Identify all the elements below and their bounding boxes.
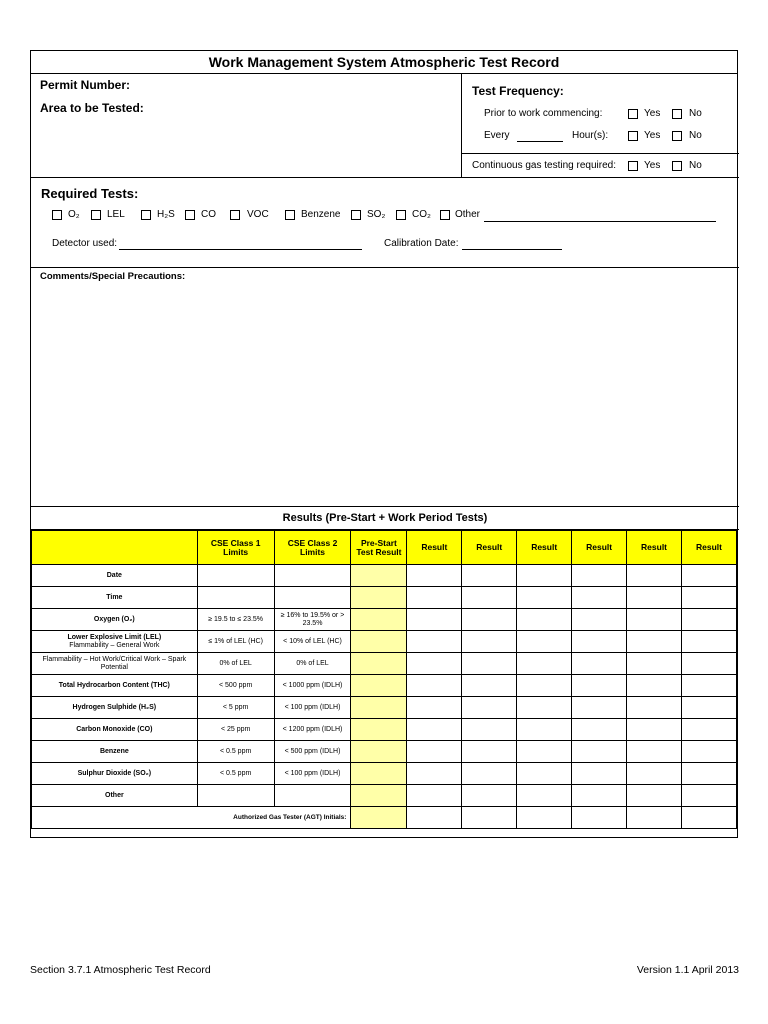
continuous-label: Continuous gas testing required: [472, 160, 616, 171]
result-cell[interactable] [517, 741, 572, 763]
parameter-label [32, 719, 198, 741]
agt-initials-cell[interactable] [627, 807, 682, 829]
test-co-checkbox[interactable] [185, 210, 195, 220]
result-cell[interactable] [517, 565, 572, 587]
result-cell[interactable] [627, 631, 682, 653]
parameter-name: Time [106, 593, 123, 601]
result-cell[interactable] [517, 587, 572, 609]
header-cse-class-2: CSE Class 2 Limits [274, 531, 351, 565]
parameter-label [32, 741, 198, 763]
result-cell[interactable] [627, 785, 682, 807]
cse-class-2-limit: 0% of LEL [274, 653, 351, 675]
result-row [32, 697, 737, 719]
result-cell[interactable] [681, 719, 736, 741]
result-cell[interactable] [572, 653, 627, 675]
result-cell[interactable] [462, 785, 517, 807]
prior-no-checkbox[interactable] [672, 109, 682, 119]
cse-class-1-limit [197, 565, 274, 587]
cse-class-1-limit: < 500 ppm [197, 675, 274, 697]
result-cell[interactable] [572, 565, 627, 587]
every-yes-label: Yes [644, 130, 661, 141]
every-yes-checkbox[interactable] [628, 131, 638, 141]
footer-version-label: Version 1.1 April 2013 [636, 964, 739, 976]
result-cell[interactable] [572, 631, 627, 653]
continuous-yes-label: Yes [644, 160, 661, 171]
result-cell[interactable] [517, 785, 572, 807]
test-co2-label: CO₂ [412, 209, 431, 220]
result-cell[interactable] [462, 609, 517, 631]
prior-no-label: No [689, 108, 702, 119]
result-cell[interactable] [681, 697, 736, 719]
result-cell[interactable] [517, 631, 572, 653]
result-cell[interactable] [681, 785, 736, 807]
hours-label: Hour(s): [572, 130, 609, 141]
parameter-label [32, 785, 198, 807]
permit-number-label: Permit Number: [40, 78, 131, 92]
cse-class-2-limit [274, 565, 351, 587]
required-tests-heading: Required Tests: [41, 186, 139, 201]
comments-label: Comments/Special Precautions: [40, 271, 186, 282]
result-cell[interactable] [627, 675, 682, 697]
parameter-label [32, 609, 198, 631]
result-cell[interactable] [627, 653, 682, 675]
calibration-date-label: Calibration Date: [384, 238, 459, 249]
every-hours-field[interactable] [517, 141, 563, 142]
prestart-result-cell[interactable] [351, 653, 407, 675]
cse-class-2-limit: < 1200 ppm (IDLH) [274, 719, 351, 741]
result-cell[interactable] [681, 675, 736, 697]
prior-yes-label: Yes [644, 108, 661, 119]
test-voc-label: VOC [247, 209, 269, 220]
cse-class-1-limit: < 0.5 ppm [197, 763, 274, 785]
result-cell[interactable] [572, 763, 627, 785]
test-frequency-heading: Test Frequency: [472, 84, 564, 98]
footer-section-label: Section 3.7.1 Atmospheric Test Record [30, 964, 211, 976]
agt-initials-cell[interactable] [462, 807, 517, 829]
test-benzene-label: Benzene [301, 209, 341, 220]
atmospheric-test-form [30, 50, 738, 838]
parameter-name: Date [106, 571, 122, 579]
agt-initials-label: Authorized Gas Tester (AGT) Initials: [32, 807, 351, 829]
header-cse-class-1: CSE Class 1 Limits [197, 531, 274, 565]
agt-initials-cell[interactable] [681, 807, 736, 829]
header-pre-start: Pre-Start Test Result [351, 531, 407, 565]
every-no-label: No [689, 130, 702, 141]
result-cell[interactable] [627, 741, 682, 763]
result-row [32, 741, 737, 763]
results-header-row [32, 531, 737, 565]
result-cell[interactable] [407, 565, 462, 587]
test-benzene-checkbox[interactable] [285, 210, 295, 220]
every-no-checkbox[interactable] [672, 131, 682, 141]
cse-class-2-limit [274, 785, 351, 807]
result-cell[interactable] [681, 587, 736, 609]
test-o2-checkbox[interactable] [52, 210, 62, 220]
test-so2-label: SO₂ [367, 209, 386, 220]
detector-used-label: Detector used: [52, 238, 118, 249]
header-result: Result [517, 531, 572, 565]
cse-class-2-limit: < 1000 ppm (IDLH) [274, 675, 351, 697]
continuous-yes-checkbox[interactable] [628, 161, 638, 171]
parameter-label [32, 587, 198, 609]
header-result: Result [627, 531, 682, 565]
result-row [32, 609, 737, 631]
result-cell[interactable] [627, 609, 682, 631]
other-test-field[interactable] [484, 221, 716, 222]
prestart-result-cell[interactable] [351, 587, 407, 609]
parameter-name: Total Hydrocarbon Content (THC) [58, 681, 170, 689]
result-cell[interactable] [572, 697, 627, 719]
result-cell[interactable] [681, 741, 736, 763]
result-cell[interactable] [627, 697, 682, 719]
parameter-name: Sulphur Dioxide (SO₂) [77, 769, 152, 777]
result-cell[interactable] [681, 609, 736, 631]
result-cell[interactable] [407, 719, 462, 741]
result-cell[interactable] [407, 675, 462, 697]
parameter-label [32, 653, 198, 675]
parameter-name: Hydrogen Sulphide (H₂S) [72, 703, 157, 711]
required-tests-section [31, 178, 739, 268]
result-cell[interactable] [407, 741, 462, 763]
result-cell[interactable] [517, 719, 572, 741]
test-h2s-label: H₂S [157, 209, 175, 220]
continuous-no-label: No [689, 160, 702, 171]
result-cell[interactable] [572, 719, 627, 741]
result-cell[interactable] [462, 741, 517, 763]
detector-used-field[interactable] [119, 249, 362, 250]
result-cell[interactable] [681, 763, 736, 785]
cse-class-1-limit: ≥ 19.5 to ≤ 23.5% [197, 609, 274, 631]
result-cell[interactable] [407, 785, 462, 807]
parameter-label [32, 631, 198, 653]
test-o2-label: O₂ [68, 209, 80, 220]
form-title: Work Management System Atmospheric Test Record [31, 51, 737, 74]
parameter-name: Carbon Monoxide (CO) [76, 725, 153, 733]
agt-initials-cell[interactable] [517, 807, 572, 829]
prestart-result-cell[interactable] [351, 763, 407, 785]
result-cell[interactable] [517, 609, 572, 631]
result-cell[interactable] [462, 719, 517, 741]
agt-initials-prestart-cell[interactable] [351, 807, 407, 829]
comments-section[interactable] [31, 268, 739, 507]
results-title: Results (Pre-Start + Work Period Tests) [31, 507, 739, 530]
result-cell[interactable] [517, 763, 572, 785]
result-cell[interactable] [681, 631, 736, 653]
result-cell[interactable] [462, 697, 517, 719]
cse-class-2-limit: < 100 ppm (IDLH) [274, 697, 351, 719]
result-cell[interactable] [572, 587, 627, 609]
test-lel-label: LEL [107, 209, 125, 220]
result-cell[interactable] [462, 631, 517, 653]
test-co2-checkbox[interactable] [396, 210, 406, 220]
prestart-result-cell[interactable] [351, 741, 407, 763]
agt-initials-row [32, 807, 737, 829]
result-row [32, 631, 737, 653]
parameter-label [32, 565, 198, 587]
result-cell[interactable] [407, 631, 462, 653]
prestart-result-cell[interactable] [351, 697, 407, 719]
result-cell[interactable] [462, 587, 517, 609]
result-cell[interactable] [627, 587, 682, 609]
header-result: Result [681, 531, 736, 565]
prestart-result-cell[interactable] [351, 785, 407, 807]
result-cell[interactable] [572, 675, 627, 697]
test-other-checkbox[interactable] [440, 210, 450, 220]
cse-class-1-limit: ≤ 1% of LEL (HC) [197, 631, 274, 653]
cse-class-1-limit: < 0.5 ppm [197, 741, 274, 763]
cse-class-2-limit: ≥ 16% to 19.5% or > 23.5% [274, 609, 351, 631]
result-row [32, 653, 737, 675]
cse-class-1-limit [197, 587, 274, 609]
result-cell[interactable] [681, 565, 736, 587]
test-voc-checkbox[interactable] [230, 210, 240, 220]
header-result: Result [572, 531, 627, 565]
test-h2s-checkbox[interactable] [141, 210, 151, 220]
test-frequency-section [462, 73, 739, 154]
parameter-name: Benzene [99, 747, 129, 755]
cse-class-1-limit: < 5 ppm [197, 697, 274, 719]
continuous-testing-section [462, 154, 739, 178]
prestart-result-cell[interactable] [351, 609, 407, 631]
cse-class-1-limit: < 25 ppm [197, 719, 274, 741]
parameter-subtext: Flammability – General Work [69, 641, 160, 649]
result-cell[interactable] [572, 741, 627, 763]
result-cell[interactable] [517, 653, 572, 675]
result-row [32, 719, 737, 741]
parameter-name: Oxygen (O₂) [93, 615, 135, 623]
cse-class-2-limit: < 10% of LEL (HC) [274, 631, 351, 653]
result-cell[interactable] [407, 763, 462, 785]
test-other-label: Other [455, 209, 481, 220]
calibration-date-field[interactable] [462, 249, 562, 250]
result-cell[interactable] [462, 565, 517, 587]
cse-class-1-limit [197, 785, 274, 807]
prestart-result-cell[interactable] [351, 719, 407, 741]
result-cell[interactable] [407, 653, 462, 675]
result-row [32, 763, 737, 785]
result-row [32, 587, 737, 609]
prestart-result-cell[interactable] [351, 631, 407, 653]
cse-class-1-limit: 0% of LEL [197, 653, 274, 675]
result-cell[interactable] [627, 763, 682, 785]
continuous-no-checkbox[interactable] [672, 161, 682, 171]
agt-initials-cell[interactable] [407, 807, 462, 829]
result-cell[interactable] [572, 785, 627, 807]
parameter-label [32, 763, 198, 785]
test-lel-checkbox[interactable] [91, 210, 101, 220]
prestart-result-cell[interactable] [351, 675, 407, 697]
parameter-label [32, 697, 198, 719]
result-cell[interactable] [407, 697, 462, 719]
result-cell[interactable] [627, 719, 682, 741]
permit-section [31, 73, 462, 178]
test-so2-checkbox[interactable] [351, 210, 361, 220]
parameter-label [32, 675, 198, 697]
result-cell[interactable] [462, 763, 517, 785]
header-result: Result [462, 531, 517, 565]
result-row [32, 785, 737, 807]
header-result: Result [407, 531, 462, 565]
result-cell[interactable] [572, 609, 627, 631]
cse-class-2-limit: < 100 ppm (IDLH) [274, 763, 351, 785]
result-cell[interactable] [517, 675, 572, 697]
prior-to-work-label: Prior to work commencing: [484, 108, 603, 119]
result-cell[interactable] [462, 653, 517, 675]
agt-initials-cell[interactable] [572, 807, 627, 829]
prestart-result-cell[interactable] [351, 565, 407, 587]
result-cell[interactable] [407, 587, 462, 609]
header-cell-empty [32, 531, 198, 565]
result-cell[interactable] [517, 697, 572, 719]
prior-yes-checkbox[interactable] [628, 109, 638, 119]
result-cell[interactable] [681, 653, 736, 675]
area-to-be-tested-label: Area to be Tested: [40, 101, 144, 115]
results-table [31, 530, 737, 829]
cse-class-2-limit [274, 587, 351, 609]
result-cell[interactable] [462, 675, 517, 697]
every-label: Every [484, 130, 510, 141]
parameter-subtext: Flammability – Hot Work/Critical Work – Spark Potential [42, 655, 187, 671]
cse-class-2-limit: < 500 ppm (IDLH) [274, 741, 351, 763]
parameter-name: Other [105, 791, 124, 799]
result-cell[interactable] [627, 565, 682, 587]
result-row [32, 565, 737, 587]
test-co-label: CO [201, 209, 216, 220]
parameter-name: Lower Explosive Limit (LEL) [67, 633, 162, 641]
result-row [32, 675, 737, 697]
result-cell[interactable] [407, 609, 462, 631]
